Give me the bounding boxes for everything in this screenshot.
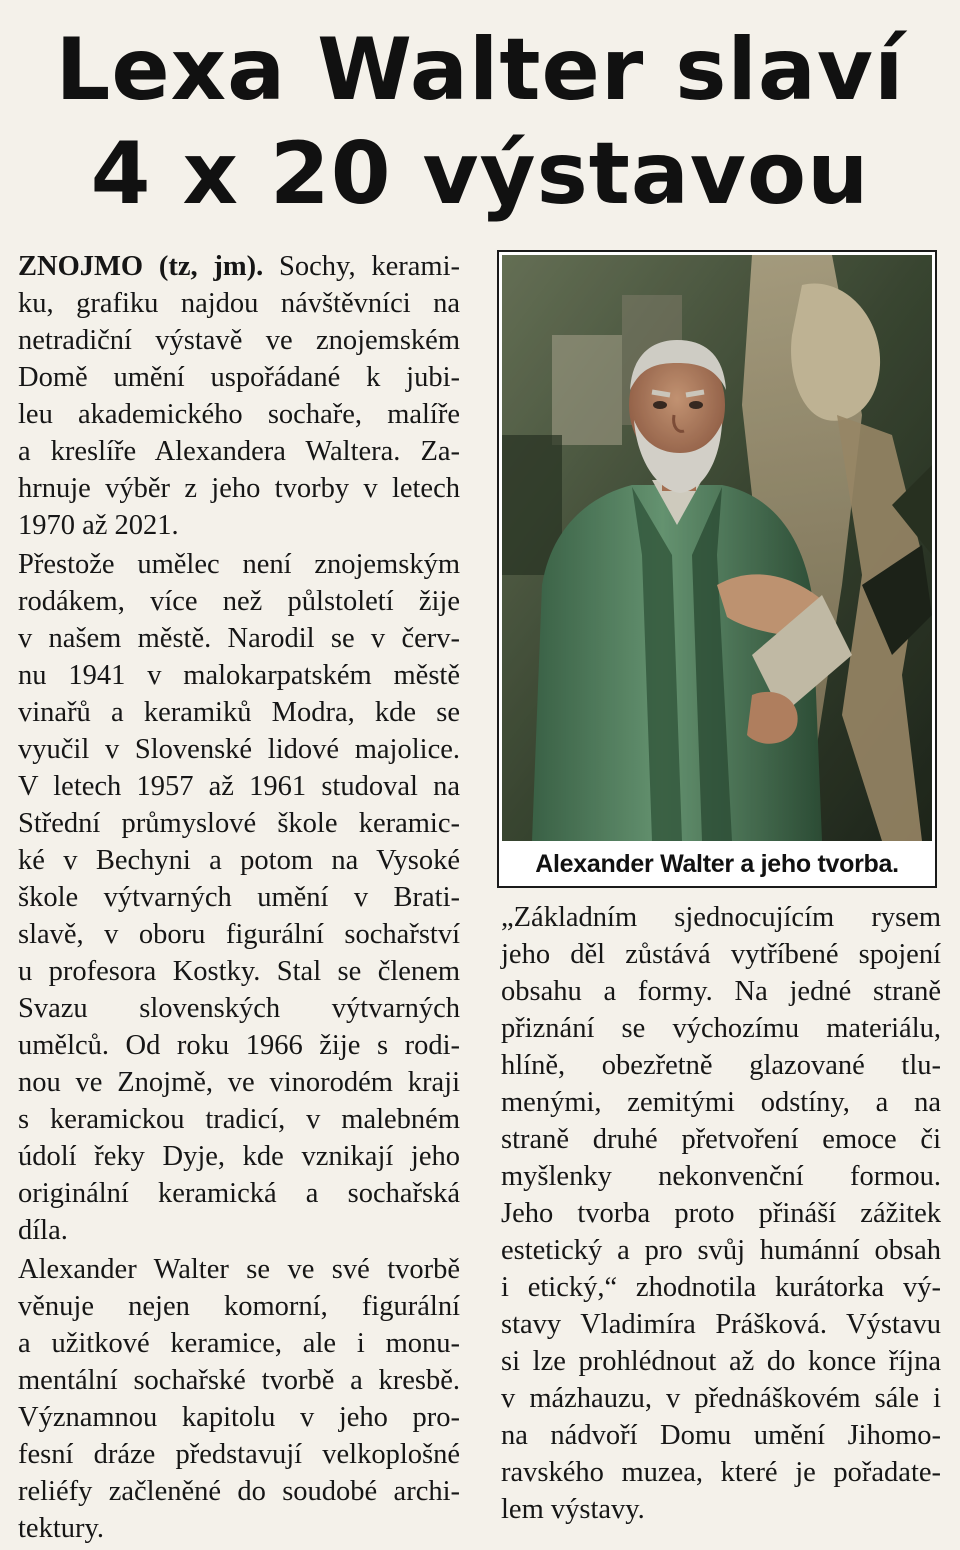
text-line: mentální sochařské tvorbě a kresbě. [18, 1365, 460, 1396]
text-line: Střední průmyslové škole keramic- [18, 808, 460, 839]
text-line: věnuje nejen komorní, figurální [18, 1291, 460, 1322]
text-line: V letech 1957 až 1961 studoval na [18, 771, 460, 802]
text-line: Jeho tvorba proto přináší zážitek [501, 1198, 941, 1229]
headline [0, 18, 960, 226]
text-line: i etický,“ zhodnotila kurátorka vý- [501, 1272, 941, 1303]
article-photo [497, 250, 937, 888]
text-line: Domě umění uspořádané k jubi- [18, 362, 460, 393]
text-line: rodákem, více než půlstoletí žije [18, 586, 460, 617]
headline-line-1: Lexa Walter slaví [55, 20, 905, 120]
text-line [18, 248, 460, 285]
text-line: nou ve Znojmě, ve vinorodém kraji [18, 1067, 460, 1098]
text-line: v mázhauzu, v přednáškovém sále i [501, 1383, 941, 1414]
text-line: s keramickou tradicí, v malebném [18, 1104, 460, 1135]
text-line: leu akademického sochaře, malíře [18, 399, 460, 430]
text-line: ku, grafiku najdou návštěvníci na [18, 288, 460, 319]
text-line: na nádvoří Domu umění Jihomo- [501, 1420, 941, 1451]
photo-image [502, 255, 932, 841]
text-line: Přestože umělec není znojemským [18, 549, 460, 580]
text-line: straně druhé přetvoření emoce či [501, 1124, 941, 1155]
text-line: přiznání se výchozímu materiálu, [501, 1013, 941, 1044]
text-line: 1970 až 2021. [18, 510, 179, 541]
text-line: škole výtvarných umění v Brati- [18, 882, 460, 913]
text-line: hrnuje výběr z jeho tvorby v letech [18, 473, 460, 504]
text-line: vinařů a keramiků Modra, kde se [18, 697, 460, 728]
text-line: Významnou kapitolu v jeho pro- [18, 1402, 460, 1433]
text-line: Alexander Walter se ve své tvorbě [18, 1254, 460, 1285]
text-line: hlíně, obezřetně glazované tlu- [501, 1050, 941, 1081]
article-column-right [501, 899, 941, 1530]
text-line: estetický a pro svůj humánní obsah [501, 1235, 941, 1266]
dateline: ZNOJMO (tz, jm). [18, 251, 264, 282]
article-column-left [18, 248, 460, 1549]
headline-line-2: 4 x 20 výstavou [90, 124, 870, 224]
text-line: menými, zemitými odstíny, a na [501, 1087, 941, 1118]
text-line: si lze prohlédnout až do konce října [501, 1346, 941, 1377]
text-line: vyučil v Slovenské lidové majolice. [18, 734, 460, 765]
text-line: u profesora Kostky. Stal se členem [18, 956, 460, 987]
text-line: obsahu a formy. Na jedné straně [501, 976, 941, 1007]
text-line: umělců. Od roku 1966 žije s rodi- [18, 1030, 460, 1061]
paragraph [18, 248, 460, 544]
text-line: myšlenky nekonvenční formou. [501, 1161, 941, 1192]
text-line: ravského muzea, které je pořadate- [501, 1457, 941, 1488]
text-line: jeho děl zůstává vytříbené spojení [501, 939, 941, 970]
text-line: fesní dráze představují velkoplošné [18, 1439, 460, 1470]
photo-caption: Alexander Walter a jeho tvorba. [535, 850, 899, 878]
text-line: v našem městě. Narodil se v červ- [18, 623, 460, 654]
paragraph [18, 546, 460, 1249]
text-line: a kreslíře Alexandera Waltera. Za- [18, 436, 460, 467]
paragraph [501, 899, 941, 1528]
text-fragment: Sochy, kerami- [263, 251, 460, 282]
text-line: nu 1941 v malokarpatském městě [18, 660, 460, 691]
text-line: stavy Vladimíra Prášková. Výstavu [501, 1309, 941, 1340]
paragraph [18, 1251, 460, 1547]
text-line: „Základním sjednocujícím rysem [501, 902, 941, 933]
text-line: originální keramická a sochařská [18, 1178, 460, 1209]
text-line: lem výstavy. [501, 1494, 645, 1525]
text-line: reliéfy začleněné do soudobé archi- [18, 1476, 460, 1507]
text-line: netradiční výstavě ve znojemském [18, 325, 460, 356]
text-line: ké v Bechyni a potom na Vysoké [18, 845, 460, 876]
text-line: Svazu slovenských výtvarných [18, 993, 460, 1024]
text-line: tektury. [18, 1513, 105, 1544]
text-line: díla. [18, 1215, 68, 1246]
sculptor-portrait-illustration [502, 255, 932, 841]
text-line: údolí řeky Dyje, kde vznikají jeho [18, 1141, 460, 1172]
text-line: a užitkové keramice, ale i monu- [18, 1328, 460, 1359]
text-line: slavě, v oboru figurální sochařství [18, 919, 460, 950]
